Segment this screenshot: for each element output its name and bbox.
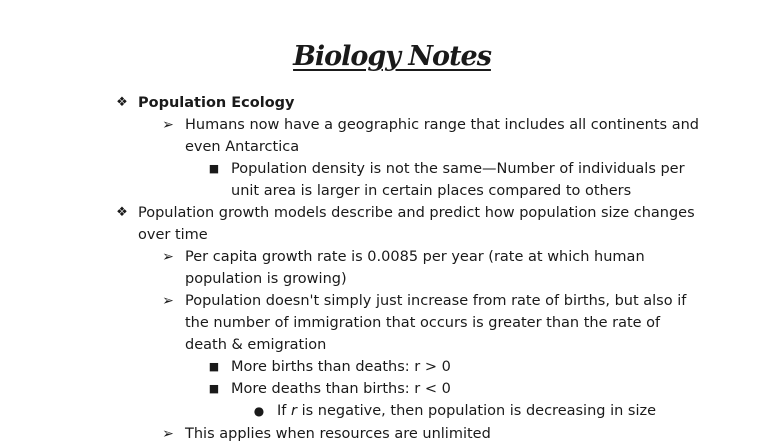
list-item-continuation: unit area is larger in certain places compared to others	[231, 183, 632, 199]
list-item: If r is negative, then population is decreasing in size	[277, 403, 657, 419]
page-title: Biology Notes	[293, 41, 491, 72]
arrow-bullet-icon: ➢	[162, 293, 174, 309]
list-item: Humans now have a geographic range that includes all continents and	[185, 117, 699, 133]
list-item: Population growth models describe and predict how population size changes	[138, 205, 695, 221]
arrow-bullet-icon: ➢	[162, 117, 174, 133]
diamond-bullet-icon: ❖	[116, 205, 128, 220]
list-item: Population doesn't simply just increase from rate of births, but also if	[185, 293, 687, 309]
arrow-bullet-icon: ➢	[162, 249, 174, 265]
list-item: This applies when resources are unlimited	[185, 426, 491, 441]
list-item: More births than deaths: r > 0	[231, 359, 451, 375]
square-bullet-icon: ■	[208, 360, 220, 373]
list-item-continuation: population is growing)	[185, 271, 347, 287]
list-item-continuation: death & emigration	[185, 337, 327, 353]
arrow-bullet-icon: ➢	[162, 426, 174, 441]
list-item: Population density is not the same—Number of individuals per	[231, 161, 685, 177]
list-item-continuation: over time	[138, 227, 208, 243]
square-bullet-icon: ■	[208, 162, 220, 175]
list-item: More deaths than births: r < 0	[231, 381, 451, 397]
list-item-continuation: the number of immigration that occurs is greater than the rate of	[185, 315, 661, 331]
list-item: Per capita growth rate is 0.0085 per year (rate at which human	[185, 249, 645, 265]
diamond-bullet-icon: ❖	[116, 95, 128, 110]
list-item-heading: Population Ecology	[138, 95, 295, 111]
square-bullet-icon: ■	[208, 382, 220, 395]
dot-bullet-icon: ●	[253, 404, 265, 418]
list-item-continuation: even Antarctica	[185, 139, 300, 155]
